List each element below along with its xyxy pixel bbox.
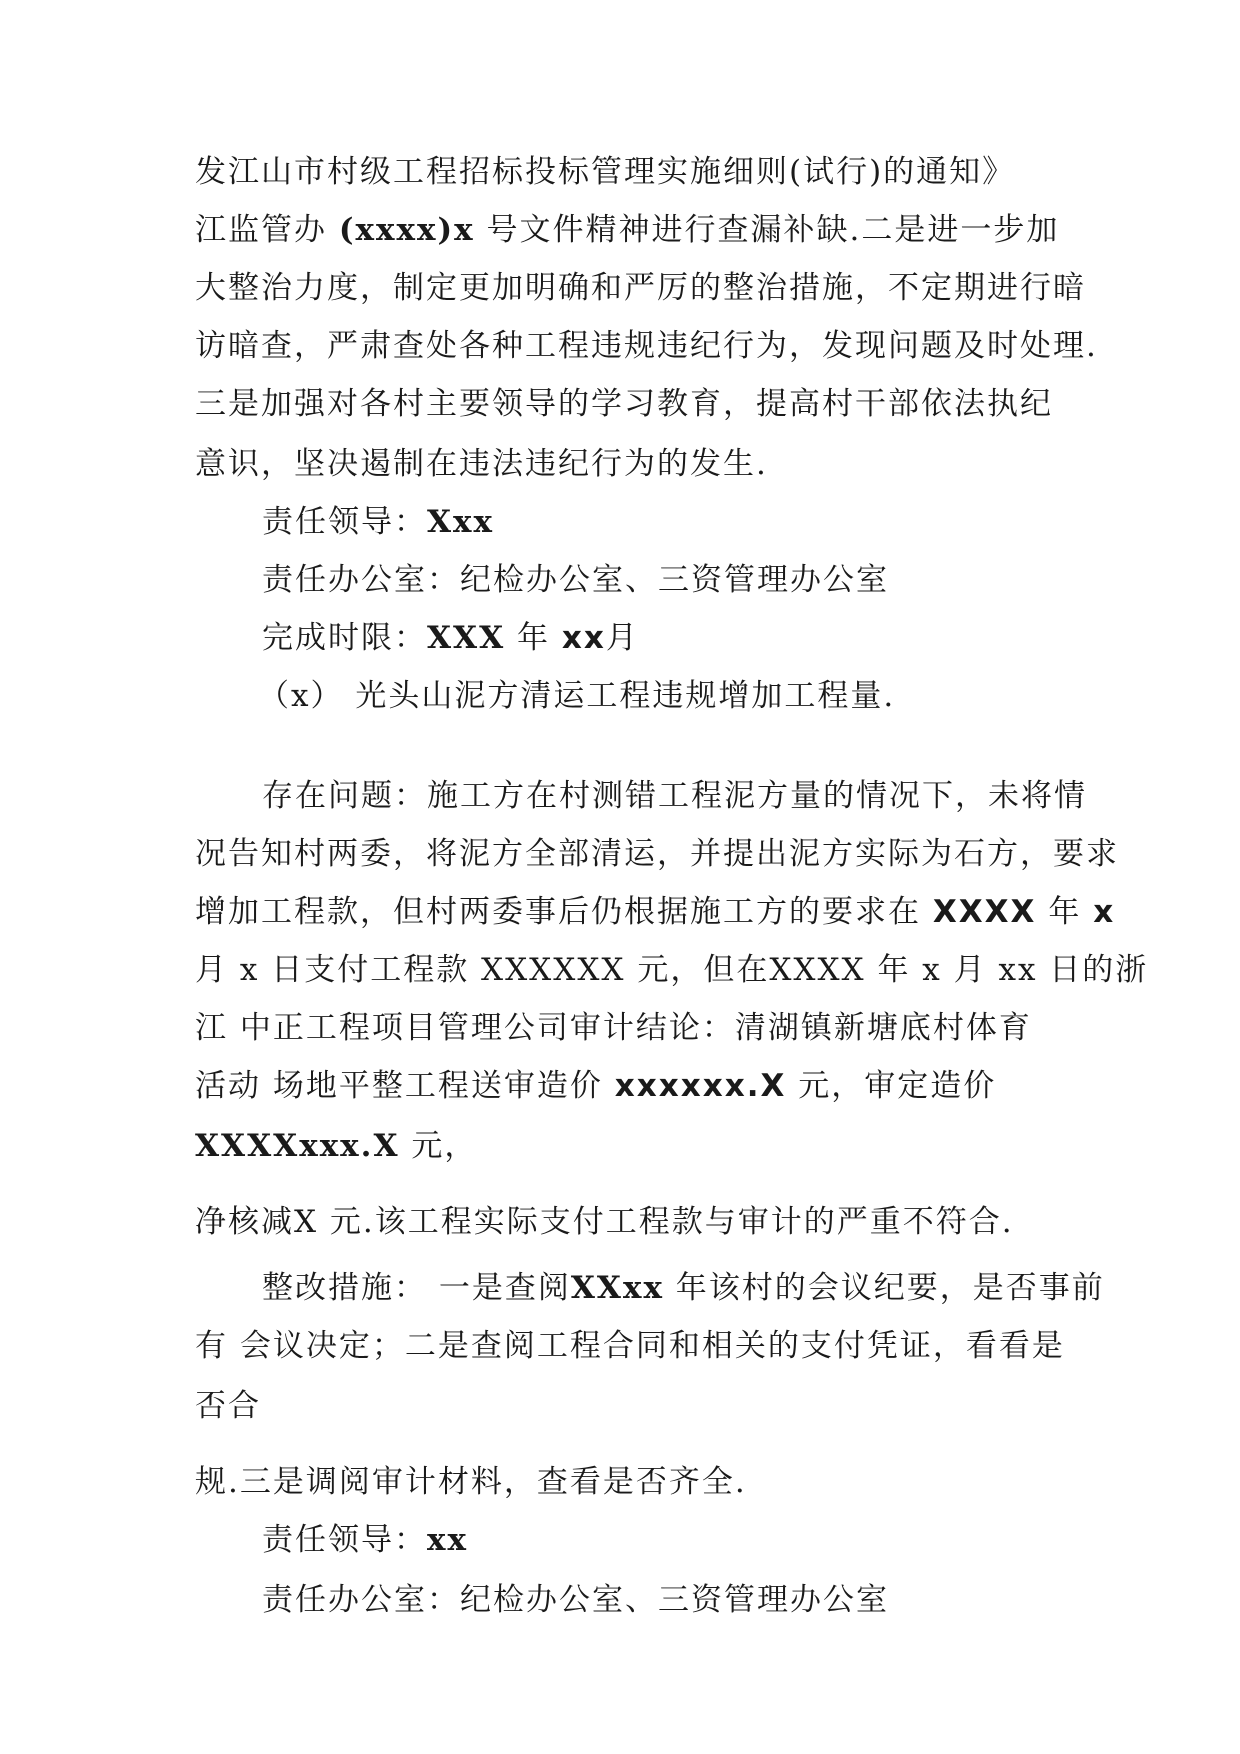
paragraph-line [195, 1126, 1075, 1166]
text-run: 江 中正工程项目管理公司审计结论：清湖镇新塘底村体育 [195, 1010, 1032, 1046]
text-run: 意识，坚决遏制在违法违纪行为的发生. [195, 446, 768, 482]
text-run: 发江山市村级工程招标投标管理实施细则(试行)的通知》 [195, 154, 1016, 190]
text-run: 年 [1036, 894, 1094, 930]
paragraph-line [195, 1008, 1075, 1048]
paragraph-line [262, 776, 1142, 816]
text-run: 活动 场地平整工程送审造价 [195, 1068, 615, 1104]
paragraph-line [195, 1066, 1075, 1106]
text-run: 否合 [195, 1388, 261, 1424]
responsible-office-line [262, 560, 1142, 600]
field-label: 责任领导： [262, 1522, 427, 1558]
text-run: 有 会议决定；二是查阅工程合同和相关的支付凭证，看看是 [195, 1328, 1065, 1364]
field-value: xx [561, 620, 606, 656]
paragraph-line [195, 326, 1098, 366]
text-run: 元，审定造价 [786, 1068, 997, 1104]
text-run: 责任办公室：纪检办公室、三资管理办公室 [262, 562, 889, 598]
text-run: 责任办公室：纪检办公室、三资管理办公室 [262, 1582, 889, 1618]
responsible-leader-line [262, 502, 1142, 542]
paragraph-line [195, 892, 1116, 932]
text-run: 三是加强对各村主要领导的学习教育，提高村干部依法执纪 [195, 386, 1053, 422]
paragraph-line [262, 1268, 1142, 1308]
paragraph-line [195, 384, 1075, 424]
text-run: 净核减X 元.该工程实际支付工程款与审计的严重不符合. [195, 1204, 1014, 1240]
field-label: 完成时限： [262, 620, 427, 656]
text-run: 大整治力度，制定更加明确和严厉的整治措施，不定期进行暗 [195, 270, 1086, 306]
text-run: 月 x 日支付工程款 XXXXXX 元，但在XXXX 年 x 月 xx 日的浙 [195, 952, 1149, 988]
paragraph-line [195, 1202, 1075, 1242]
bold-text-run: XXXXxxx.X [195, 1128, 400, 1164]
text-run: 元， [399, 1128, 478, 1164]
text-run: 增加工程款，但村两委事后仍根据施工方的要求在 [195, 894, 933, 930]
paragraph-line [195, 1326, 1075, 1366]
text-run: 整改措施： 一是查阅 [262, 1270, 571, 1306]
field-value: XXX [427, 620, 506, 656]
paragraph-line [195, 834, 1119, 874]
responsible-leader-line [262, 1520, 1142, 1560]
text-run: 号文件精神进行查漏补缺.二是进一步加 [474, 212, 1060, 248]
bold-text-run: XXXX [932, 894, 1037, 930]
field-label: 责任领导： [262, 504, 427, 540]
item-heading [258, 676, 1138, 716]
paragraph-line [195, 1462, 1075, 1502]
deadline-line [262, 618, 1142, 658]
text-run: 月 [605, 620, 639, 656]
paragraph-line [195, 444, 1075, 484]
text-run: 江监管办 [195, 212, 339, 248]
text-run: 规.三是调阅审计材料，查看是否齐全. [195, 1464, 747, 1500]
text-run: 年该村的会议纪要，是否事前 [663, 1270, 1105, 1306]
text-run: （x） 光头山泥方清运工程违规增加工程量. [258, 678, 896, 714]
field-value: Xxx [427, 504, 495, 540]
field-value: xx [427, 1522, 468, 1558]
text-run: 存在问题：施工方在村测错工程泥方量的情况下，未将情 [262, 778, 1087, 814]
text-run: 访暗查，严肃查处各种工程违规违纪行为，发现问题及时处理. [195, 328, 1098, 364]
paragraph-line [195, 268, 1086, 308]
bold-text-run: xxxxxx.X [614, 1068, 787, 1104]
paragraph-line [195, 210, 1075, 250]
text-run: 年 [505, 620, 562, 656]
bold-text-run: x [1093, 894, 1116, 930]
responsible-office-line [262, 1580, 1142, 1620]
paragraph-line [195, 950, 1149, 990]
text-run: 况告知村两委，将泥方全部清运，并提出泥方实际为石方，要求 [195, 836, 1119, 872]
bold-text-run: XXxx [570, 1270, 664, 1306]
paragraph-line [195, 152, 1075, 192]
paragraph-line [195, 1386, 1075, 1426]
bold-text-run: (xxxx)x [338, 212, 475, 248]
